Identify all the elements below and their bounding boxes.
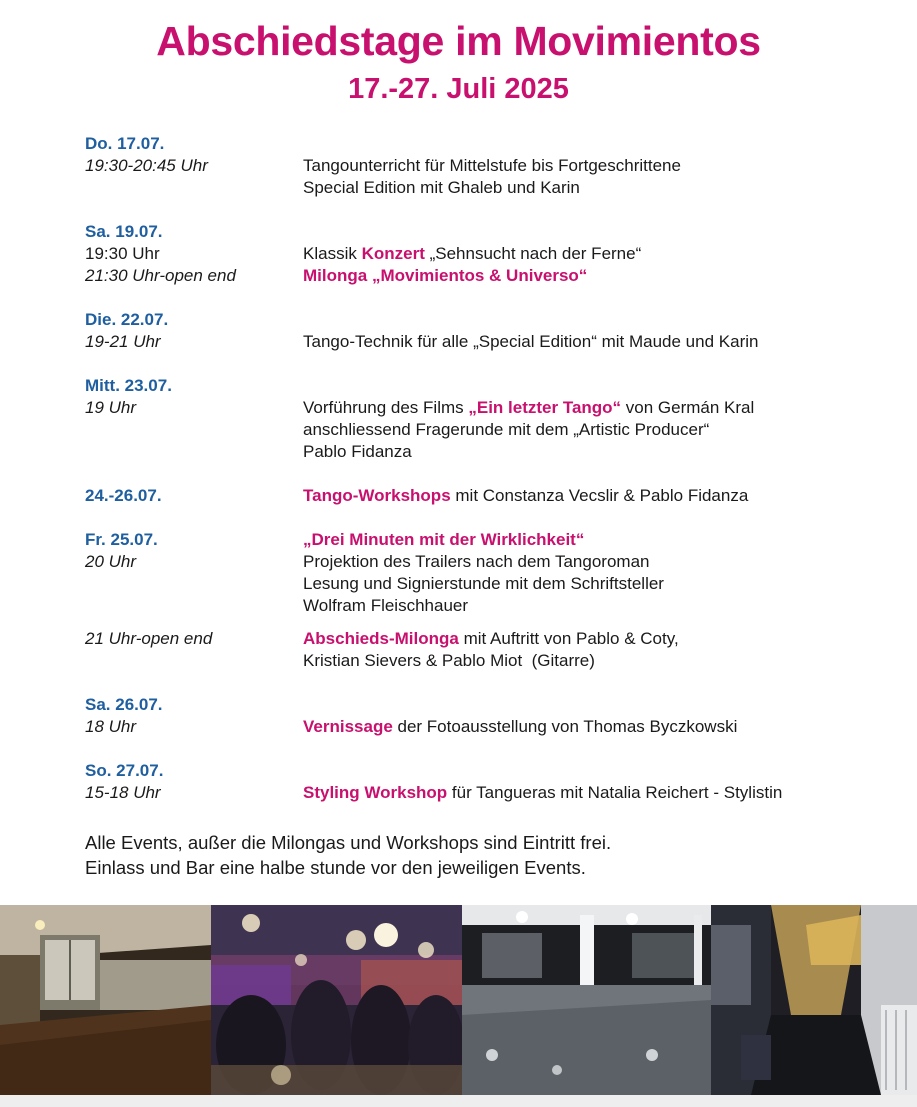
studio-hallway-photo xyxy=(0,905,211,1095)
milonga-party-photo xyxy=(211,905,462,1095)
schedule xyxy=(85,133,885,826)
day-block xyxy=(85,375,885,463)
event-highlight: Vernissage xyxy=(303,717,393,736)
page-title: Abschiedstage im Movimientos xyxy=(156,18,761,64)
day-block xyxy=(85,133,885,199)
event-highlight: Milonga „Movimientos & Universo“ xyxy=(303,266,588,285)
admission-note xyxy=(85,830,611,880)
event-time: 21:30 Uhr-open end xyxy=(85,266,236,285)
dance-hall-photo xyxy=(462,905,711,1095)
day-block xyxy=(85,760,885,804)
photo-strip xyxy=(0,905,917,1095)
day-date: Fr. 25.07. xyxy=(85,530,158,549)
corridor-photo xyxy=(711,905,917,1095)
day-date: So. 27.07. xyxy=(85,761,164,780)
event-row xyxy=(85,628,885,650)
event-highlight: Styling Workshop xyxy=(303,783,448,802)
event-time: 19:30-20:45 Uhr xyxy=(85,156,208,175)
event-description: Klassik Konzert „Sehnsucht nach der Ferne“ xyxy=(303,244,642,263)
admission-note-line: Alle Events, außer die Milongas und Workshops sind Eintritt frei. xyxy=(85,832,612,853)
day-block xyxy=(85,694,885,738)
event-highlight: „Drei Minuten mit der Wirklichkeit“ xyxy=(303,530,585,549)
admission-note-line: Einlass und Bar eine halbe stunde vor den jeweiligen Events. xyxy=(85,857,586,878)
event-row xyxy=(85,331,885,353)
event-description: Abschieds-Milonga mit Auftritt von Pablo & Coty, xyxy=(303,629,679,648)
day-date: 24.-26.07. xyxy=(85,486,162,505)
event-row xyxy=(85,650,885,672)
event-row xyxy=(85,397,885,419)
event-description: Vernissage der Fotoausstellung von Thomas Byczkowski xyxy=(303,717,738,736)
day-block xyxy=(85,309,885,353)
day-block xyxy=(85,529,885,672)
day-date: Do. 17.07. xyxy=(85,134,165,153)
event-row xyxy=(85,551,885,573)
event-description xyxy=(303,529,885,551)
event-description: Kristian Sievers & Pablo Miot (Gitarre) xyxy=(303,651,595,670)
event-description: Tango-Workshops mit Constanza Vecslir & Pablo Fidanza xyxy=(303,486,749,505)
event-description: anschliessend Fragerunde mit dem „Artistic Producer“ xyxy=(303,420,710,439)
day-date: Sa. 19.07. xyxy=(85,222,163,241)
event-description: Projektion des Trailers nach dem Tangoroman xyxy=(303,552,650,571)
footer-bar xyxy=(0,1095,917,1107)
event-description: Tango-Technik für alle „Special Edition“ mit Maude und Karin xyxy=(303,332,759,351)
event-row xyxy=(85,265,885,287)
day-block xyxy=(85,221,885,287)
day-date: Mitt. 23.07. xyxy=(85,376,172,395)
event-highlight: „Ein letzter Tango“ xyxy=(468,398,622,417)
event-time: 19:30 Uhr xyxy=(85,244,160,263)
event-description: Styling Workshop für Tangueras mit Natalia Reichert - Stylistin xyxy=(303,783,783,802)
event-row xyxy=(85,716,885,738)
event-time: 20 Uhr xyxy=(85,552,137,571)
event-row xyxy=(85,782,885,804)
event-description: Pablo Fidanza xyxy=(303,442,412,461)
event-highlight: Tango-Workshops xyxy=(303,486,451,505)
event-row xyxy=(85,177,885,199)
event-description xyxy=(303,265,885,287)
event-highlight: Konzert xyxy=(361,244,425,263)
day-date: Die. 22.07. xyxy=(85,310,169,329)
day-block xyxy=(85,485,885,507)
event-row xyxy=(85,595,885,617)
event-row xyxy=(85,419,885,441)
event-row xyxy=(85,441,885,463)
event-description: Wolfram Fleischhauer xyxy=(303,596,469,615)
event-highlight: Abschieds-Milonga xyxy=(303,629,459,648)
event-time: 15-18 Uhr xyxy=(85,783,161,802)
event-description: Vorführung des Films „Ein letzter Tango“ von Germán Kral xyxy=(303,398,755,417)
event-row xyxy=(85,155,885,177)
event-row xyxy=(85,485,885,507)
event-time: 19-21 Uhr xyxy=(85,332,161,351)
event-row xyxy=(85,573,885,595)
day-date: Sa. 26.07. xyxy=(85,695,163,714)
event-dates: 17.-27. Juli 2025 xyxy=(348,73,569,105)
event-time: 21 Uhr-open end xyxy=(85,629,213,648)
event-description: Tangounterricht für Mittelstufe bis Fortgeschrittene xyxy=(303,156,681,175)
event-time: 19 Uhr xyxy=(85,398,137,417)
event-row xyxy=(85,529,885,551)
event-description: Lesung und Signierstunde mit dem Schriftsteller xyxy=(303,574,664,593)
event-time: 18 Uhr xyxy=(85,717,137,736)
event-row xyxy=(85,243,885,265)
event-description: Special Edition mit Ghaleb und Karin xyxy=(303,178,580,197)
